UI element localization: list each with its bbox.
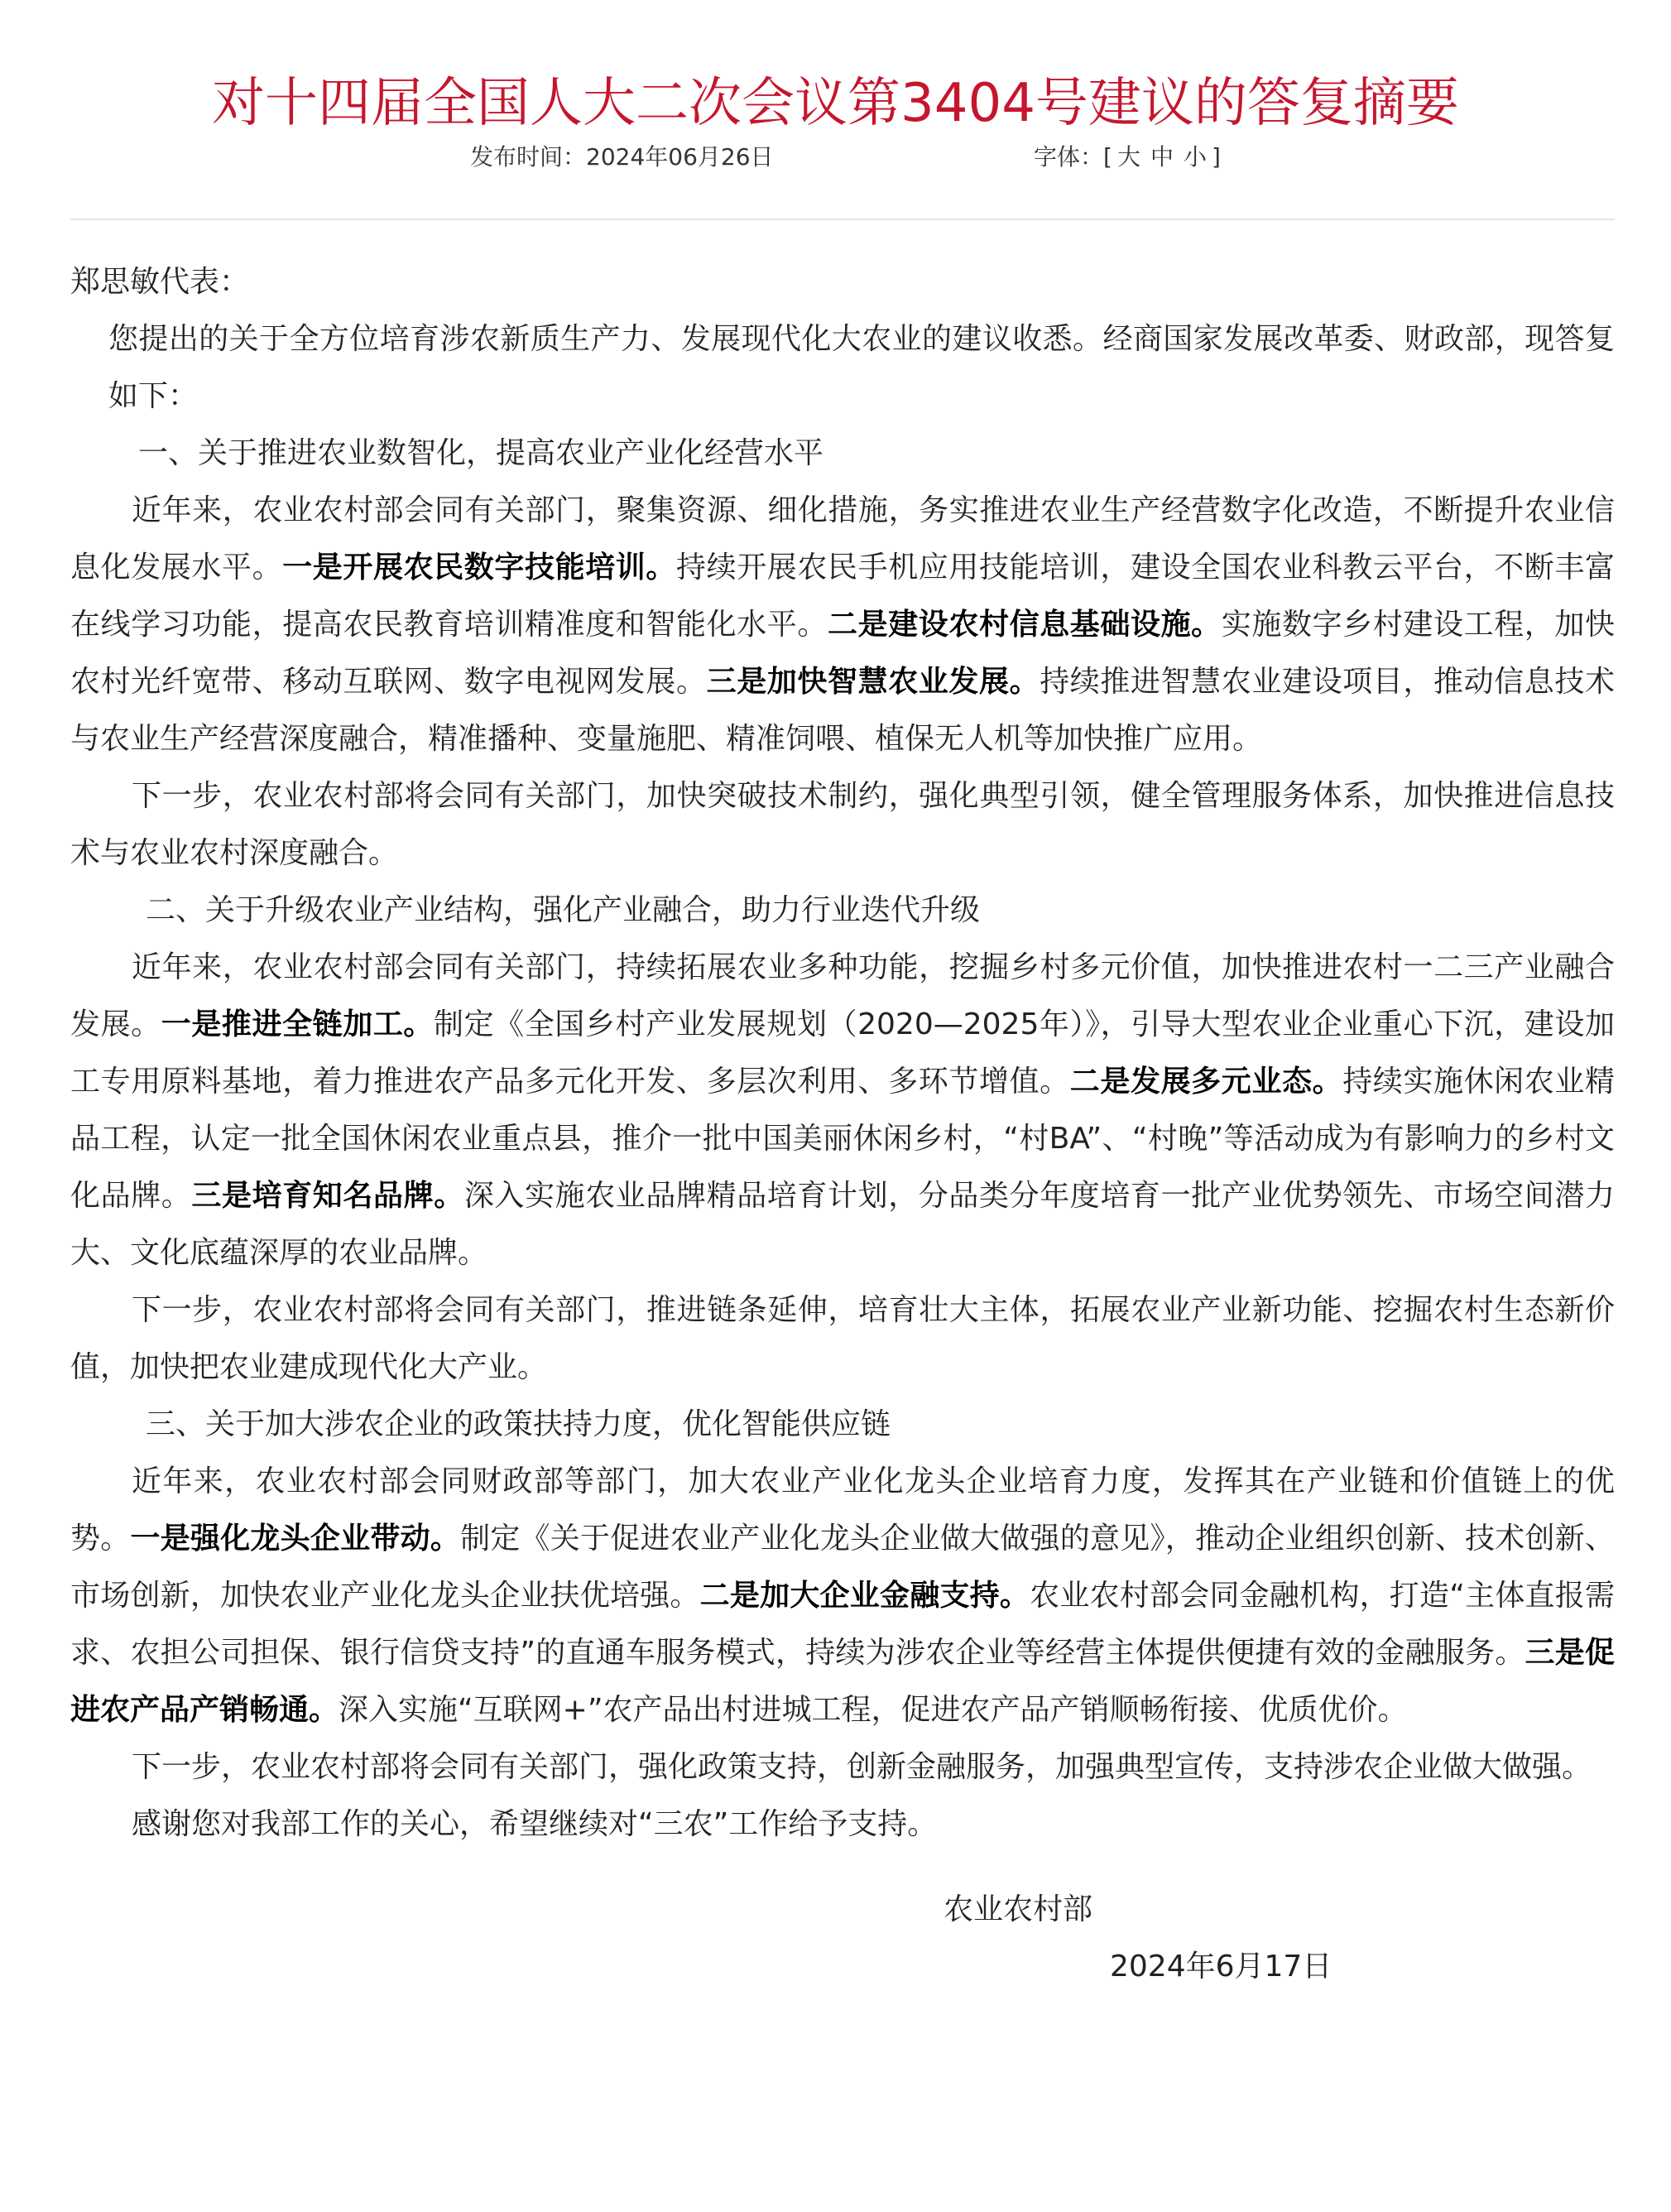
text-run: 实施数字乡村建设工程，加快农村光纤宽带、移动互联网、数字电视网发展。: [70, 608, 1615, 699]
bold-point: 一是开展农民数字技能培训。: [282, 551, 676, 584]
section-2-next-step: 下一步，农业农村部将会同有关部门，推进链条延伸，培育壮大主体，拓展农业产业新功能、挖掘农村生态新价值，加快把农业建成现代化大产业。: [70, 1293, 1615, 1384]
publish-time: 发布时间：2024年06月26日: [470, 143, 774, 171]
bold-point: 二是发展多元业态。: [1069, 1065, 1343, 1099]
section-1-next-step: 下一步，农业农村部将会同有关部门，加快突破技术制约，强化典型引领，健全管理服务体系，加快推进信息技术与农业农村深度融合。: [70, 779, 1615, 870]
bold-point: 一是强化龙头企业带动。: [130, 1522, 461, 1556]
text-run: 近年来，农业农村部会同有关部门，聚集资源、细化措施，务实推进农业生产经营数字化改造，不断提升农业信息化发展水平。: [70, 493, 1615, 584]
section-3-paragraph: [70, 1453, 1615, 1738]
text-run: 制定《关于促进农业产业化龙头企业做大做强的意见》，推动企业组织创新、技术创新、市场创新，加快农业产业化龙头企业扶优培强。: [70, 1522, 1615, 1613]
signature: 农业农村部: [944, 1892, 1093, 1926]
section-3-heading: 三、关于加大涉农企业的政策扶持力度，优化智能供应链: [146, 1407, 891, 1441]
bold-point: 二是加大企业金融支持。: [699, 1579, 1030, 1613]
bold-point: 三是加快智慧农业发展。: [706, 665, 1040, 699]
text-run: 持续开展农民手机应用技能培训，建设全国农业科教云平台，不断丰富在线学习功能，提高农民教育培训精准度和智能化水平。: [70, 551, 1615, 642]
section-1-paragraph: [70, 482, 1615, 767]
text-run: 持续实施休闲农业精品工程，认定一批全国休闲农业重点县，推介一批中国美丽休闲乡村，“村BA”、“村晚”等活动成为有影响力的乡村文化品牌。: [70, 1065, 1615, 1213]
section-2-paragraph: [70, 939, 1615, 1282]
bold-point: 三是培育知名品牌。: [191, 1179, 464, 1213]
bold-point: 三是促进农产品产销畅通。: [70, 1636, 1615, 1727]
font-size-medium-link[interactable]: 中: [1150, 143, 1174, 171]
section-3-next-step: 下一步，农业农村部将会同有关部门，强化政策支持，创新金融服务，加强典型宣传，支持涉农企业做大做强。: [132, 1750, 1592, 1784]
salutation: 郑思敏代表：: [70, 265, 250, 299]
text-run: 农业农村部会同金融机构，打造“主体直报需求、农担公司担保、银行信贷支持”的直通车服务模式，持续为涉农企业等经营主体提供便捷有效的金融服务。: [70, 1579, 1615, 1670]
bold-point: 一是推进全链加工。: [161, 1007, 434, 1041]
text-run: 深入实施农业品牌精品培育计划，分品类分年度培育一批产业优势领先、市场空间潜力大、文化底蕴深厚的农业品牌。: [70, 1179, 1615, 1270]
text-run: 持续推进智慧农业建设项目，推动信息技术与农业生产经营深度融合，精准播种、变量施肥、精准饲喂、植保无人机等加快推广应用。: [70, 665, 1615, 756]
section-2-heading: 二、关于升级农业产业结构，强化产业融合，助力行业迭代升级: [146, 893, 981, 927]
text-run: 近年来，农业农村部会同财政部等部门，加大农业产业化龙头企业培育力度，发挥其在产业链和价值链上的优势。: [70, 1464, 1615, 1556]
font-size-large-link[interactable]: 大: [1116, 143, 1140, 171]
closing-paragraph: 感谢您对我部工作的关心，希望继续对“三农”工作给予支持。: [132, 1807, 938, 1841]
font-size-label: 字体：: [1034, 143, 1104, 171]
bracket-open: [: [1103, 143, 1112, 171]
bracket-close: ]: [1212, 143, 1221, 171]
header-divider: [70, 219, 1615, 220]
page-title: 对十四届全国人大二次会议第3404号建议的答复摘要: [212, 72, 1459, 134]
article-body: [70, 253, 1615, 1995]
bold-point: 二是建设农村信息基础设施。: [827, 608, 1222, 642]
text-run: 近年来，农业农村部会同有关部门，持续拓展农业多种功能，挖掘乡村多元价值，加快推进农村一二三产业融合发展。: [70, 950, 1615, 1041]
text-run: 制定《全国乡村产业发展规划（2020—2025年）》，引导大型农业企业重心下沉，建设加工专用原料基地，着力推进农产品多元化开发、多层次利用、多环节增值。: [70, 1007, 1615, 1099]
font-size-small-link[interactable]: 小: [1183, 143, 1207, 171]
signature-date: 2024年6月17日: [1110, 1950, 1332, 1984]
intro-paragraph: 您提出的关于全方位培育涉农新质生产力、发展现代化大农业的建议收悉。经商国家发展改革委、财政部，现答复如下：: [108, 322, 1615, 413]
section-1-heading: 一、关于推进农业数智化，提高农业产业化经营水平: [138, 436, 824, 470]
font-size-selector: [1034, 139, 1221, 176]
text-run: 深入实施“互联网+”农产品出村进城工程，促进农产品产销顺畅衔接、优质优价。: [339, 1693, 1408, 1727]
